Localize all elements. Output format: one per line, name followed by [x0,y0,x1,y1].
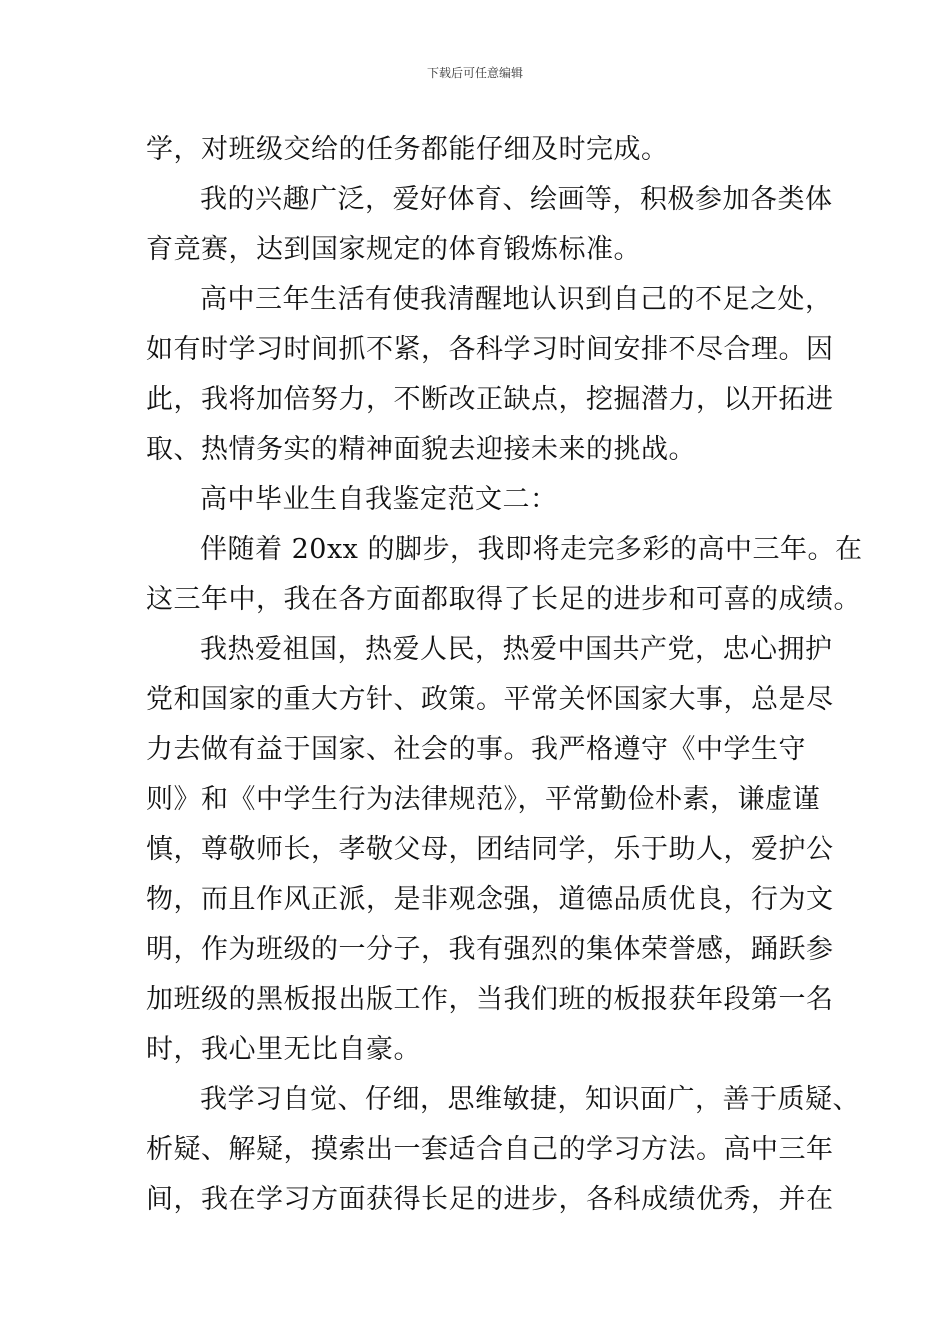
paragraph-start-line: 高中三年生活有使我清醒地认识到自己的不足之处， [200,284,833,315]
header-note: 下载后可任意编辑 [426,66,523,80]
paragraph-start-line: 我学习自觉、仔细，思维敏捷，知识面广，善于质疑、 [200,1084,860,1115]
text-line: 间，我在学习方面获得长足的进步，各科成绩优秀，并在 [146,1184,834,1215]
text-line: 析疑、解疑，摸索出一套适合自己的学习方法。高中三年 [146,1134,834,1165]
paragraph-start-line: 我热爱祖国，热爱人民，热爱中国共产党，忠心拥护 [200,634,833,665]
text-line: 力去做有益于国家、社会的事。我严格遵守《中学生守 [146,734,806,765]
text-line: 取、热情务实的精神面貌去迎接未来的挑战。 [146,434,696,465]
text-line: 这三年中，我在各方面都取得了长足的进步和可喜的成绩。 [146,584,861,615]
text-line: 则》和《中学生行为法律规范》，平常勤俭朴素，谦虚谨 [146,784,820,815]
text-line: 学，对班级交给的任务都能仔细及时完成。 [146,134,669,165]
text-line: 加班级的黑板报出版工作，当我们班的板报获年段第一名 [146,984,834,1015]
body-text [146,125,863,1225]
paragraph-start-line: 伴随着 20xx 的脚步，我即将走完多彩的高中三年。在 [200,534,863,565]
text-line: 明，作为班级的一分子，我有强烈的集体荣誉感，踊跃参 [146,934,834,965]
text-line: 育竞赛，达到国家规定的体育锻炼标准。 [146,234,641,265]
text-line: 如有时学习时间抓不紧，各科学习时间安排不尽合理。因 [146,334,834,365]
text-line: 慎，尊敬师长，孝敬父母，团结同学，乐于助人，爱护公 [146,834,834,865]
text-line: 物，而且作风正派，是非观念强，道德品质优良，行为文 [146,884,834,915]
text-line: 党和国家的重大方针、政策。平常关怀国家大事，总是尽 [146,684,834,715]
text-line: 时，我心里无比自豪。 [146,1034,421,1065]
paragraph-start-line: 我的兴趣广泛，爱好体育、绘画等，积极参加各类体 [200,184,833,215]
section-heading: 高中毕业生自我鉴定范文二： [200,484,558,515]
text-line: 此，我将加倍努力，不断改正缺点，挖掘潜力，以开拓进 [146,384,834,415]
